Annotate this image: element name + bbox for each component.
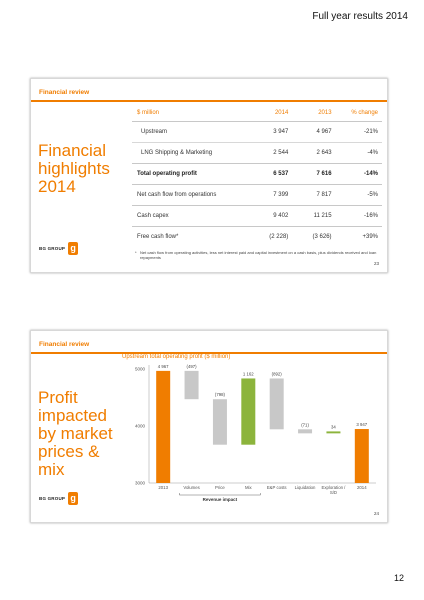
x-tick-label: Volumes — [183, 485, 200, 490]
row-change: -4% — [333, 143, 382, 164]
row-label: Cash capex — [132, 206, 247, 227]
bg-group-logo — [39, 492, 78, 505]
bar-2013 — [156, 371, 170, 483]
page-number: 12 — [393, 573, 404, 583]
slide-header-rule — [31, 100, 387, 102]
table-footnote — [135, 250, 380, 260]
x-tick-label: Liquidation — [294, 485, 316, 490]
x-tick-label: 2014 — [357, 485, 367, 490]
footnote-mark: * — [135, 250, 137, 255]
y-tick-label: 4000 — [134, 423, 145, 429]
slide-title: Profit impacted by market prices & mix — [38, 388, 113, 479]
row-change: -5% — [333, 185, 382, 206]
bar-volumes — [185, 371, 199, 399]
revenue-impact-label: Revenue impact — [202, 497, 238, 502]
x-tick-label: 2013 — [158, 485, 168, 490]
bg-group-logo — [39, 242, 78, 255]
header-cell-metric: $ million — [132, 105, 247, 122]
row-change: -14% — [333, 164, 382, 185]
x-tick-label: E&P costs — [266, 485, 287, 490]
header-cell-2014: 2014 — [247, 105, 289, 122]
header-cell-2013: 2013 — [289, 105, 332, 122]
logo-text: BG GROUP — [39, 246, 66, 251]
table-header-row — [132, 105, 382, 122]
data-label: (71) — [301, 422, 309, 428]
y-tick-label: 5000 — [134, 366, 145, 372]
row-value-2014: 9 402 — [247, 206, 289, 227]
slide-number: 24 — [373, 511, 379, 516]
slide-section-label: Financial review — [39, 341, 90, 348]
row-value-2013: 7 817 — [289, 185, 332, 206]
footnote-text: Net cash flow from operating activities, less net interest paid and capital investment on a cash basis, plus dividends received and loan repayments — [140, 250, 377, 260]
slide-section-label: Financial review — [39, 89, 90, 96]
table-row — [132, 227, 382, 248]
data-label: 34 — [331, 424, 336, 430]
slide-number: 23 — [373, 261, 379, 266]
page-header: Full year results 2014 — [312, 11, 408, 22]
bar-liquidation — [298, 429, 312, 433]
financial-highlights-table — [132, 105, 382, 247]
logo-mark-icon: g — [68, 242, 78, 255]
data-label: 4 967 — [157, 363, 169, 369]
table-row — [132, 143, 382, 164]
header-cell-change: % change — [333, 105, 382, 122]
row-value-2013: 11 215 — [289, 206, 332, 227]
waterfall-chart — [31, 331, 387, 522]
row-label: Free cash flow* — [137, 234, 179, 240]
row-value-2014: 2 544 — [247, 143, 289, 164]
row-value-2013: (3 626) — [312, 234, 332, 240]
table-row-total — [132, 164, 382, 185]
table-row — [132, 122, 382, 143]
slide-financial-highlights — [30, 78, 388, 273]
x-tick-label: Price — [215, 485, 225, 490]
table-row — [132, 206, 382, 227]
chart-title: Upstream total operating profit ($ million) — [122, 354, 231, 360]
bar-mix — [241, 378, 255, 444]
row-value-2013: 7 616 — [289, 164, 332, 185]
bar-e-p-costs — [270, 378, 284, 429]
row-label: LNG Shipping & Marketing — [132, 143, 247, 164]
x-tick-label: Exploration / — [321, 485, 346, 490]
row-change: -16% — [333, 206, 382, 227]
row-change: +39% — [362, 234, 378, 240]
data-label: 3 947 — [356, 422, 368, 428]
bar-price — [213, 399, 227, 444]
data-label: (798) — [214, 392, 225, 398]
row-value-2014: (2 228) — [269, 234, 289, 240]
logo-text: BG GROUP — [39, 496, 66, 501]
row-label: Upstream — [132, 122, 247, 143]
slide-profit-waterfall — [30, 330, 388, 523]
logo-mark-icon: g — [68, 492, 78, 505]
row-change: -21% — [333, 122, 382, 143]
x-tick-label: S/D — [329, 490, 338, 495]
row-value-2014: 3 947 — [247, 122, 289, 143]
data-label: 1 162 — [242, 371, 254, 377]
row-value-2014: 6 537 — [247, 164, 289, 185]
table-row — [132, 185, 382, 206]
bar-exploration-sd — [326, 431, 340, 433]
x-tick-label: Mix — [244, 485, 252, 490]
row-label: Net cash flow from operations — [132, 185, 247, 206]
data-label: (497) — [186, 363, 197, 369]
y-tick-label: 3000 — [134, 480, 145, 486]
row-value-2013: 2 643 — [289, 143, 332, 164]
data-label: (892) — [271, 371, 282, 377]
row-label: Total operating profit — [132, 164, 247, 185]
slide-title: Financial highlights 2014 — [38, 141, 110, 196]
row-value-2014: 7 399 — [247, 185, 289, 206]
bar-2014 — [355, 429, 369, 483]
row-value-2013: 4 967 — [289, 122, 332, 143]
